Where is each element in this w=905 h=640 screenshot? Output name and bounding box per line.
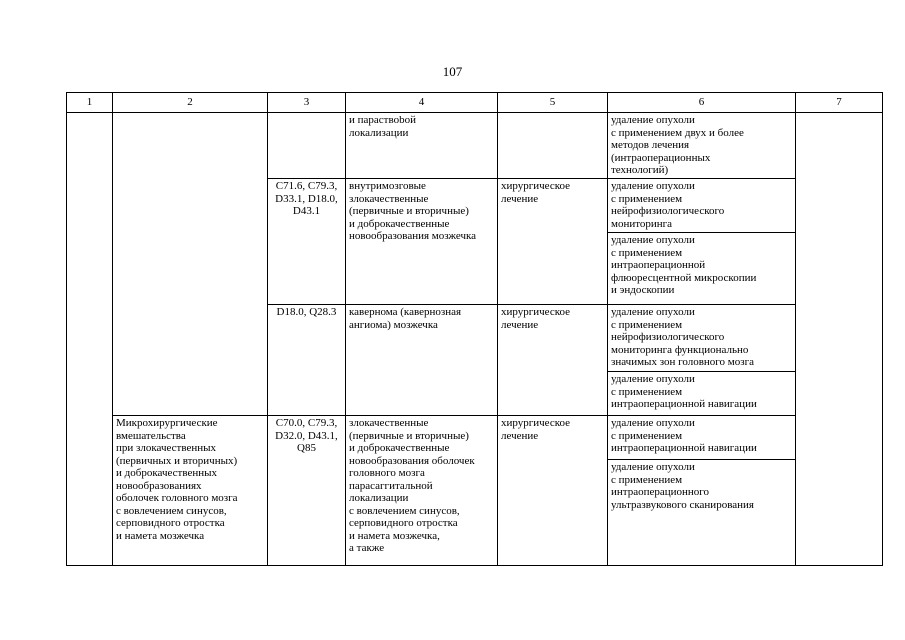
header-cell: 6: [608, 93, 796, 113]
method-cell: удаление опухоли с применением интраоперационной навигации: [608, 416, 796, 460]
method-cell: удаление опухоли с применением интраоперационного ультразвукового сканирования: [608, 460, 796, 566]
diagnosis-cell: кавернома (кавернозная ангиома) мозжечка: [346, 305, 498, 416]
codes-cell: [268, 113, 346, 179]
header-cell: 3: [268, 93, 346, 113]
codes-cell: C71.6, C79.3, D33.1, D18.0, D43.1: [268, 179, 346, 305]
diagnosis-cell: злокачественные (первичные и вторичные) и доброкачественные новообразования оболочек головного мозга парасаггитальной локализации с вовлечением синусов, серповидного отростка и намета мозжечка, а также: [346, 416, 498, 566]
table-row: [67, 113, 883, 179]
procedure-group-cell: Микрохирургические вмешательства при злокачественных (первичных и вторичных) и доброкачественных новообразованиях оболочек головного мозга с вовлечением синусов, серповидного отростка и намета мозжечка: [113, 416, 268, 566]
method-cell: удаление опухоли с применением интраоперационной навигации: [608, 372, 796, 416]
codes-cell: D18.0, Q28.3: [268, 305, 346, 416]
method-cell: удаление опухоли с применением нейрофизиологического мониторинга: [608, 179, 796, 233]
header-cell: 4: [346, 93, 498, 113]
document-table: [66, 92, 883, 566]
header-cell: 5: [498, 93, 608, 113]
diagnosis-cell: и параствоbой локализации: [346, 113, 498, 179]
treatment-type-cell: хирургическое лечение: [498, 305, 608, 416]
diagnosis-cell: внутримозговые злокачественные (первичные и вторичные) и доброкачественные новообразования мозжечка: [346, 179, 498, 305]
col2-cell: [113, 113, 268, 416]
col1-cell: [67, 113, 113, 566]
method-cell: удаление опухоли с применением нейрофизиологического мониторинга функционально значимых зон головного мозга: [608, 305, 796, 372]
treatment-type-cell: хирургическое лечение: [498, 416, 608, 566]
header-cell: 7: [796, 93, 883, 113]
treatment-type-cell: [498, 113, 608, 179]
method-cell: удаление опухоли с применением двух и более методов лечения (интраоперационных технологий): [608, 113, 796, 179]
header-cell: 1: [67, 93, 113, 113]
treatment-type-cell: хирургическое лечение: [498, 179, 608, 305]
table-header-row: [67, 93, 883, 113]
header-cell: 2: [113, 93, 268, 113]
page-number: 107: [442, 64, 463, 79]
method-cell: удаление опухоли с применением интраоперационной флюоресцентной микроскопии и эндоскопии: [608, 233, 796, 305]
col7-cell: [796, 113, 883, 566]
table-row: [67, 416, 883, 460]
codes-cell: C70.0, C79.3, D32.0, D43.1, Q85: [268, 416, 346, 566]
